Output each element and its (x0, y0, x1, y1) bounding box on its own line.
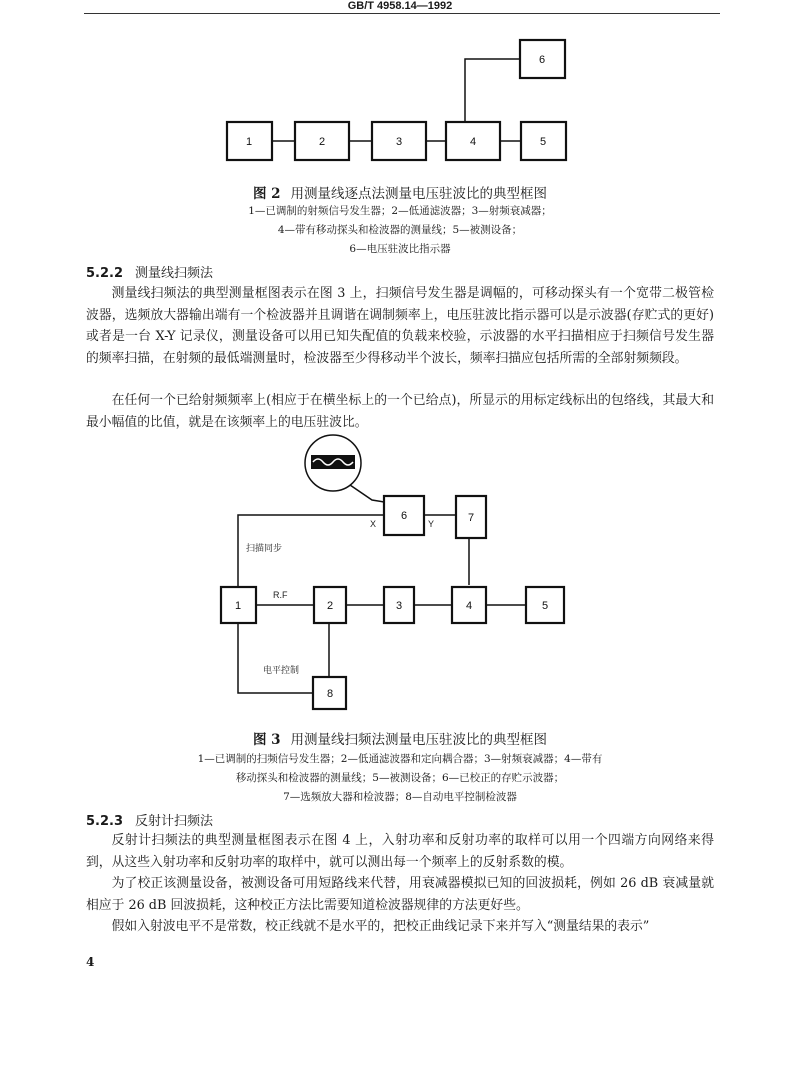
label-sweep-sync: 扫描同步 (246, 543, 283, 553)
figure-2-legend (0, 202, 800, 259)
fig2-box-1-label: 1 (245, 136, 253, 148)
fig2-box-4-label: 4 (469, 136, 477, 148)
section-5-2-3-paragraph: 为了校正该测量设备，被测设备可用短路线来代替，用衰减器模拟已知的回波损耗，例如 26 dB 衰减量就相应于 26 dB 回波损耗，这种校正方法比需要知道检波器规律的方法更好些。 (86, 876, 714, 913)
fig3-box-3-label: 3 (395, 600, 403, 612)
page-header: GB/T 4958.14—1992 (347, 0, 453, 12)
figure-2-legend-line: 1—已调制的射频信号发生器；2—低通滤波器；3—射频衰减器； (248, 205, 552, 217)
section-5-2-2-paragraph: 测量线扫频法的典型测量框图表示在图 3 上，扫频信号发生器是调幅的，可移动探头有一个宽带二极管检波器，选频放大器输出端有一个检波器并且调谐在调制频率上，电压驻波比指示器可以是示波器(存贮式的更好)或者是一台 X-Y 记录仪，测量设备可以用已知失配值的负载来校验，示波器的水平扫描相应于扫频信号发生器的频率扫描，在射频的最低端测量时，检波器至少得移动半个波长，频率扫描应包括所需的全部射频频段。 (86, 286, 714, 366)
figure-3-diagram (0, 430, 800, 715)
section-5-2-2-heading (86, 262, 213, 281)
section-5-2-3-paragraph: 反射计扫频法的典型测量框图表示在图 4 上，入射功率和反射功率的取样可以用一个四端方向网络来得到，从这些入射功率和反射功率的取样中，就可以测出每一个频率上的反射系数的模。 (86, 833, 714, 870)
section-number: 5.2.2 (86, 266, 124, 281)
label-rf: R.F (273, 590, 288, 600)
figure-3-legend-line: 7—选频放大器和检波器；8—自动电平控制检波器 (283, 791, 517, 803)
fig3-box-4-label: 4 (465, 600, 473, 612)
label-y: Y (428, 519, 435, 529)
figure-3-caption-label: 图 3 (252, 732, 281, 748)
header-rule (84, 13, 720, 14)
figure-3-legend-line: 移动探头和检波器的测量线；5—被测设备；6—已校正的存贮示波器； (235, 772, 565, 784)
label-level-control: 电平控制 (263, 665, 300, 675)
figure-3-legend-line: 1—已调制的扫频信号发生器；2—低通滤波器和定向耦合器；3—射频衰减器；4—带有 (197, 753, 603, 765)
section-5-2-3-paragraph: 假如入射波电平不是常数，校正线就不是水平的，把校正曲线记录下来并写入“测量结果的表示” (111, 919, 650, 934)
fig3-box-1-label: 1 (234, 600, 242, 612)
section-title: 反射计扫频法 (135, 814, 214, 829)
fig2-box-2-label: 2 (318, 136, 326, 148)
fig3-box-8-label: 8 (326, 688, 334, 700)
fig2-box-6-label: 6 (538, 54, 546, 66)
fig2-box-5-label: 5 (539, 136, 547, 148)
section-5-2-3-heading (86, 810, 213, 829)
figure-2-legend-line: 6—电压驻波比指示器 (349, 243, 451, 255)
figure-2-caption-text: 用测量线逐点法测量电压驻波比的典型框图 (290, 186, 548, 202)
fig2-box-3-label: 3 (395, 136, 403, 148)
section-number: 5.2.3 (86, 814, 124, 829)
page-number: 4 (86, 955, 95, 969)
figure-3-caption-text: 用测量线扫频法测量电压驻波比的典型框图 (290, 732, 548, 748)
section-5-2-2-paragraph: 在任何一个已给射频频率上(相应于在横坐标上的一个已给点)，所显示的用标定线标出的包络线，其最大和最小幅值的比值，就是在该频率上的电压驻波比。 (86, 393, 714, 430)
figure-2-legend-line: 4—带有移动探头和检波器的测量线；5—被测设备； (277, 224, 523, 236)
figure-2-caption-label: 图 2 (252, 186, 281, 202)
figure-2-caption (0, 182, 800, 202)
fig3-box-2-label: 2 (326, 600, 334, 612)
figure-3-caption (0, 728, 800, 748)
figure-2-diagram (0, 30, 800, 180)
fig3-box-7-label: 7 (467, 512, 475, 524)
label-x: X (370, 519, 377, 529)
figure-3-legend (0, 750, 800, 807)
fig3-box-5-label: 5 (541, 600, 549, 612)
section-title: 测量线扫频法 (135, 266, 214, 281)
fig3-box-6-label: 6 (400, 510, 408, 522)
